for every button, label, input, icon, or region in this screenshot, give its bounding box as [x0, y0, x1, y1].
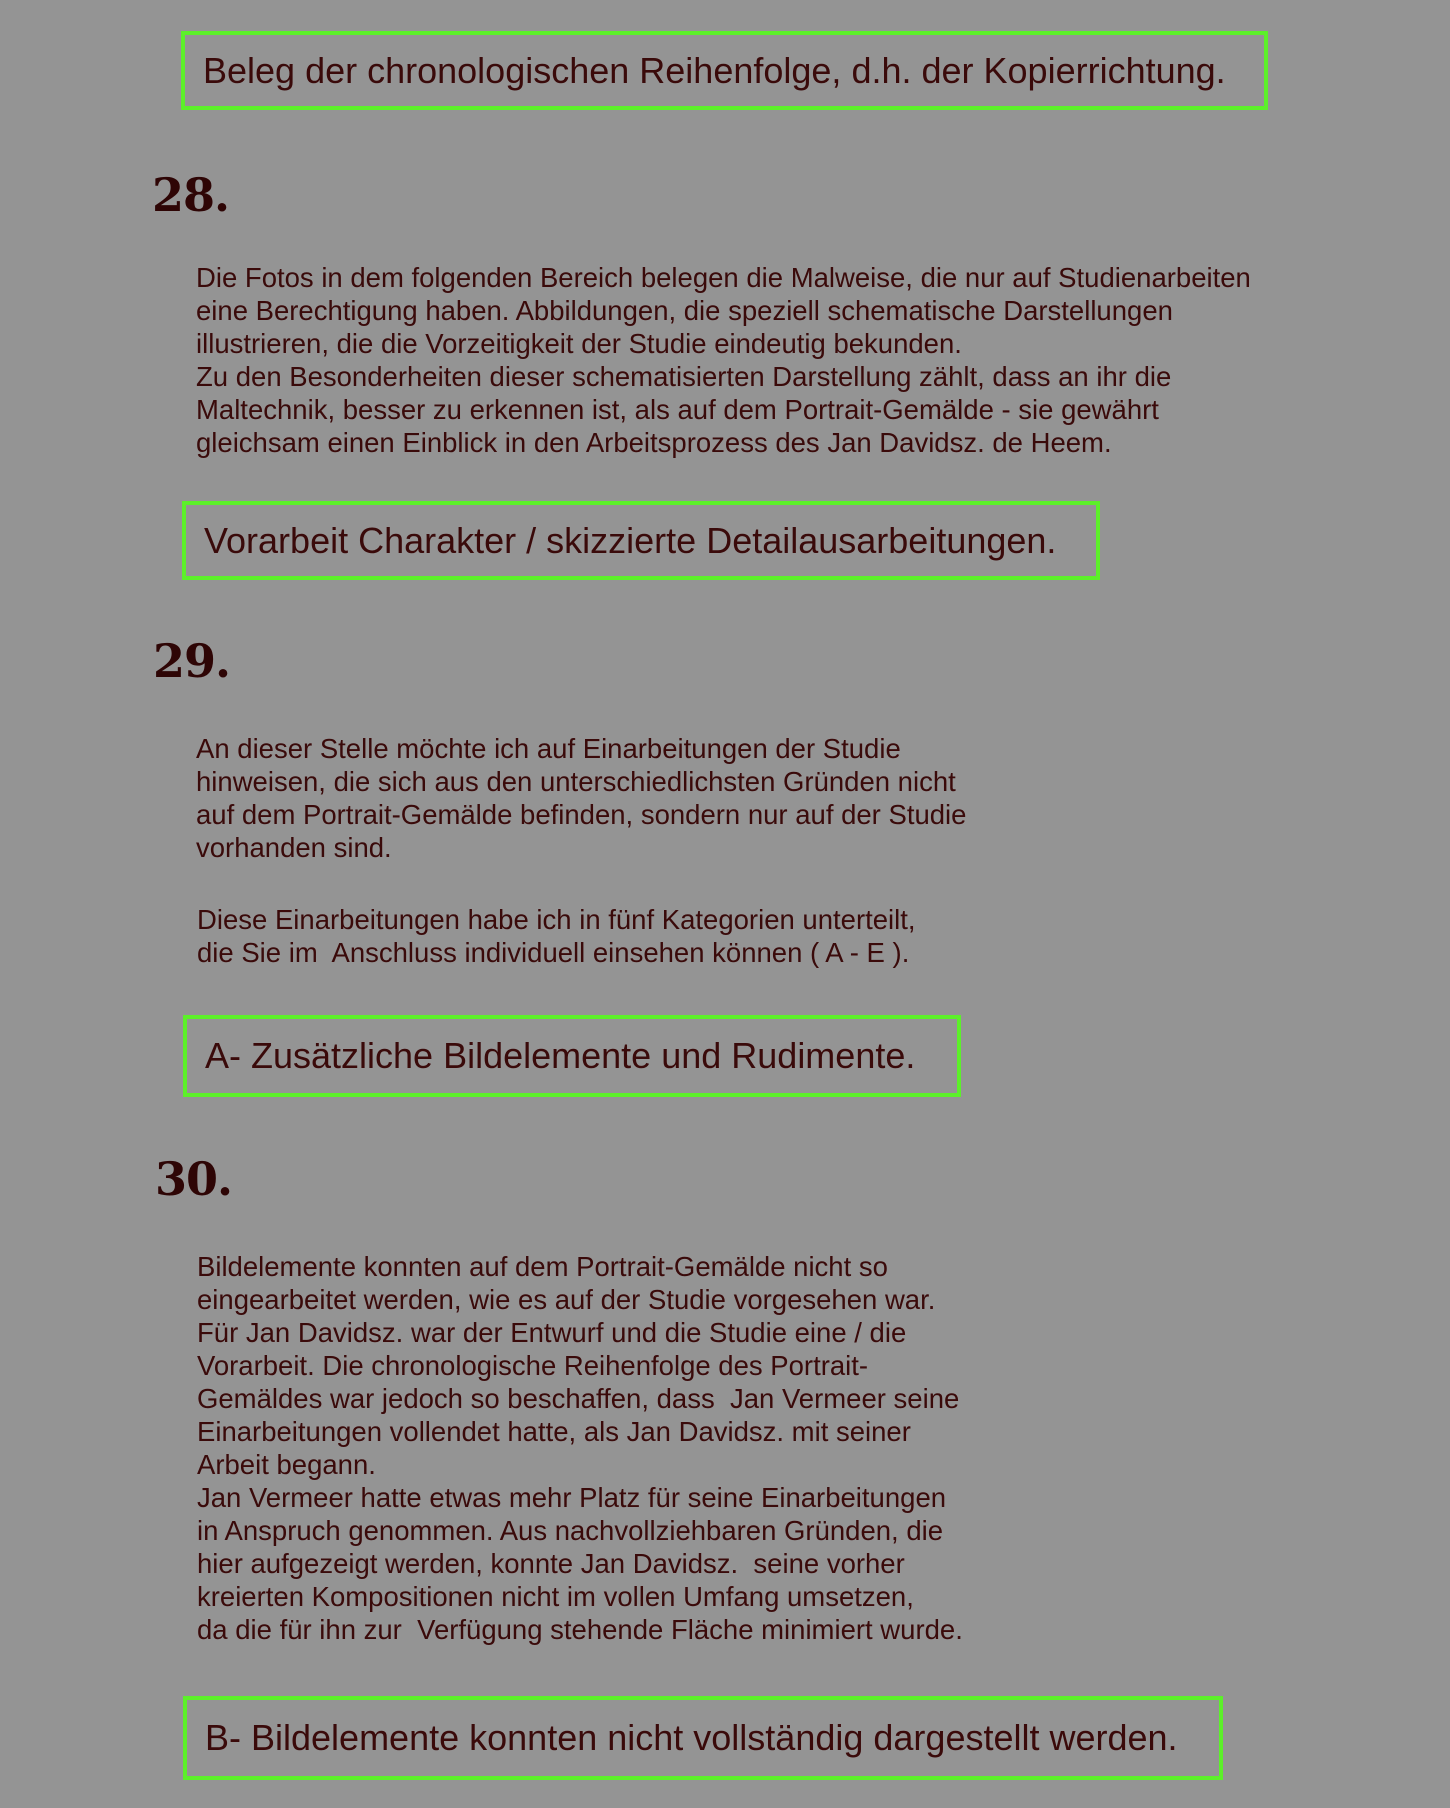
- section-number-28: 28.: [152, 168, 230, 222]
- heading-box-category-a: A- Zusätzliche Bildelemente und Rudimente.: [183, 1015, 961, 1097]
- paragraph-30: Bildelemente konnten auf dem Portrait-Gemälde nicht so eingearbeitet werden, wie es auf der Studie vorgesehen war. Für Jan Davidsz. war der Entwurf und die Studie eine / die Vorarbeit. Die chronologische Reihenfolge des Portrait- Gemäldes war jedoch so beschaffen, dass Jan Vermeer seine Einarbeitungen vollendet hatte, als Jan Davidsz. mit seiner Arbeit begann. Jan Vermeer hatte etwas mehr Platz für seine Einarbeitungen in Anspruch genommen. Aus nachvollziehbaren Gründen, die hier aufgezeigt werden, konnte Jan Davidsz. seine vorher kreierten Kompositionen nicht im vollen Umfang umsetzen, da die für ihn zur Verfügung stehende Fläche minimiert wurde.: [197, 1251, 963, 1645]
- paragraph-29-intro: An dieser Stelle möchte ich auf Einarbeitungen der Studie hinweisen, die sich aus den unterschiedlichsten Gründen nicht auf dem Portrait-Gemälde befinden, sondern nur auf der Studie vorhanden sind.: [196, 733, 967, 863]
- heading-box-preliminary-work: Vorarbeit Charakter / skizzierte Detailausarbeitungen.: [182, 501, 1100, 580]
- paragraph-28: Die Fotos in dem folgenden Bereich belegen die Malweise, die nur auf Studienarbeiten eine Berechtigung haben. Abbildungen, die speziell schematische Darstellungen illustrieren, die die Vorzeitigkeit der Studie eindeutig bekunden. Zu den Besonderheiten dieser schematisierten Darstellung zählt, dass an ihr die Maltechnik, besser zu erkennen ist, als auf dem Portrait-Gemälde - sie gewährt gleichsam einen Einblick in den Arbeitsprozess des Jan Davidsz. de Heem.: [196, 262, 1251, 458]
- section-number-29: 29.: [153, 634, 231, 688]
- section-number-30: 30.: [155, 1152, 233, 1206]
- heading-box-category-b: B- Bildelemente konnten nicht vollständig dargestellt werden.: [183, 1696, 1223, 1780]
- paragraph-29-categories: Diese Einarbeitungen habe ich in fünf Kategorien unterteilt, die Sie im Anschluss individuell einsehen können ( A - E ).: [197, 904, 916, 968]
- heading-box-chronology: Beleg der chronologischen Reihenfolge, d.h. der Kopierrichtung.: [181, 31, 1268, 110]
